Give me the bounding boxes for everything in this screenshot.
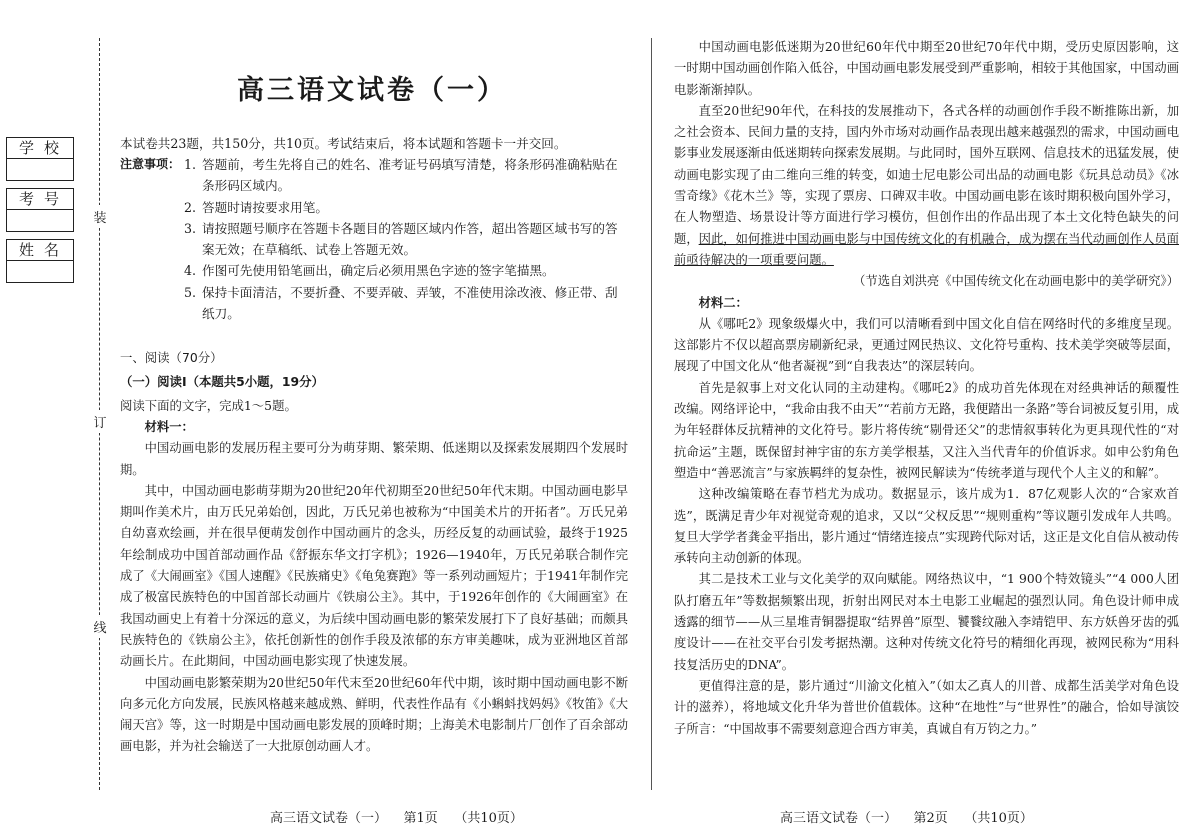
- note-text: 作图可先使用铅笔画出，确定后必须用黑色字迹的签字笔描黑。: [202, 263, 555, 279]
- binding-char-zhuang: 装: [92, 205, 108, 228]
- note-text: 答题前，考生先将自己的姓名、准考证号码填写清楚，将条形码准确粘贴在条形码区域内。: [202, 157, 618, 194]
- paragraph: 中国动画电影的发展历程主要可分为萌芽期、繁荣期、低迷期以及探索发展期四个发展时期。: [120, 441, 628, 477]
- source-citation: （节选自刘洪亮《中国传统文化在动画电影中的美学研究》）: [853, 274, 1179, 289]
- school-label: 学校: [7, 138, 73, 159]
- note-item: [120, 197, 628, 218]
- note-item: [120, 154, 628, 197]
- page1-footer: 高三语文试卷（一） 第1页 （共10页）: [270, 811, 523, 826]
- material-1-heading: 材料一：: [144, 420, 194, 434]
- binding-char-ding: 订: [92, 410, 108, 433]
- note-number: 1.: [184, 157, 197, 172]
- paragraph: 中国动画电影低迷期为20世纪60年代中期至20世纪70年代中期，受历史原因影响，这一时期中国动画创作陷入低谷，中国动画电影发展受到严重影响，相较于其他国家，中国动画电影渐渐掉队。: [674, 40, 1179, 97]
- section-reading: 一、阅读（70分）: [120, 350, 223, 365]
- underlined-sentence: 因此，如何推进中国动画电影与中国传统文化的有机融合，成为摆在当代动画创作人员面前亟待解决的一项重要问题。: [674, 231, 1179, 267]
- page2-footer: 高三语文试卷（一） 第2页 （共10页）: [780, 811, 1033, 826]
- paragraph: 从《哪吒2》现象级爆火中，我们可以清晰看到中国文化自信在网络时代的多维度呈现。这部影片不仅以超高票房刷新纪录，更通过网民热议、文化符号重构、技术美学突破等层面，展现了中国文化从“他者凝视”到“自我表达”的深层转向。: [674, 316, 1179, 374]
- notes-heading: 注意事项：: [120, 157, 181, 171]
- note-number: 2.: [184, 199, 197, 215]
- note-number: 5.: [184, 284, 197, 300]
- exam-number-field: [6, 188, 74, 232]
- note-text: 答题时请按要求用笔。: [202, 199, 328, 215]
- page-title: 高三语文试卷（一）: [237, 75, 507, 106]
- page1-body: [120, 417, 628, 758]
- paragraph: 首先是叙事上对文化认同的主动建构。《哪吒2》的成功首先体现在对经典神话的颠覆性改编。网络评论中，“我命由我不由天”“若前方无路，我便踏出一条路”等台词被反复引用，成为年轻群体反抗精神的文化符号。影片将传统“剔骨还父”的悲情叙事转化为更具现代性的“对抗命运”主题，既保留封神宇宙的东方美学根基，又注入当代青年的价值诉求。如申公豹角色塑造中“善恶流言”与家族羁绊的复杂性，被网民解读为“传统孝道与现代个人主义的和解”。: [674, 380, 1179, 480]
- name-label: 姓名: [7, 240, 73, 261]
- paragraph: 其二是技术工业与文化美学的双向赋能。网络热议中，“1 900个特效镜头”“4 000人团队打磨五年”等数据频繁出现，折射出网民对本土电影工业崛起的强烈认同。角色设计师申成透露的细节——从三星堆青铜器提取“结界兽”原型、饕餮纹融入李靖铠甲、东方妖兽牙齿的弧度设计——在社交平台引发考据热潮。这种对传统文化符号的精细化再现，被网民称为“用科技复活历史的DNA”。: [674, 572, 1179, 672]
- paragraph: 更值得注意的是，影片通过“川渝文化植入”（如太乙真人的川普、成都生活美学对角色设计的滋养），将地域文化升华为普世价值载体。这种“在地性”与“世界性”的融合，恰如导演饺子所言：“中国故事不需要刻意迎合西方审美，真诚自有万钧之力。”: [674, 678, 1179, 736]
- paragraph: 中国动画电影繁荣期为20世纪50年代末至20世纪60年代中期，该时期中国动画电影不断向多元化方向发展，民族风格越来越成熟、鲜明，代表性作品有《小蝌蚪找妈妈》《牧笛》《大闹天宫》等，这一时期是中国动画电影发展的顶峰时期；上海美术电影制片厂创作了百余部动画电影，并为社会输送了一大批原创动画人才。: [120, 675, 628, 754]
- note-number: 4.: [184, 263, 197, 279]
- school-field: [6, 137, 74, 181]
- name-field: [6, 239, 74, 283]
- note-text: 保持卡面清洁，不要折叠、不要弄破、弄皱，不准使用涂改液、修正带、刮纸刀。: [202, 284, 618, 322]
- exam-number-label: 考号: [7, 189, 73, 210]
- note-text: 请按照题号顺序在答题卡各题目的答题区域内作答，超出答题区域书写的答案无效；在草稿纸、试卷上答题无效。: [202, 220, 618, 258]
- paragraph: [674, 101, 1179, 271]
- note-item: [120, 218, 628, 261]
- paragraph: 这种改编策略在春节档尤为成功。数据显示，该片成为1．87亿观影人次的“合家欢首选”，既满足青少年对视觉奇观的追求，又以“父权反思”“规则重构”等议题引发成年人共鸣。复旦大学学者龚金平指出，影片通过“情绪连接点”实现跨代际对话，这正是文化自信从被动传承转向主动创新的体现。: [674, 487, 1179, 566]
- page2-body: [674, 37, 1179, 740]
- note-item: [120, 260, 628, 281]
- binding-char-xian: 线: [92, 615, 108, 638]
- reading-instruction: 阅读下面的文字，完成1～5题。: [120, 398, 297, 413]
- exam-intro: 本试卷共23题，共150分，共10页。考试结束后，将本试题和答题卡一并交回。: [120, 136, 567, 151]
- material-2-heading: 材料二：: [698, 295, 748, 310]
- page-divider: [651, 38, 652, 790]
- notes-list: [120, 154, 628, 324]
- paragraph-text: 直至20世纪90年代，在科技的发展推动下，各式各样的动画创作手段不断推陈出新，加之社会资本、民间力量的支持，国内外市场对动画作品表现出越来越强烈的需求，中国动画电影事业发展逐渐由低迷期转向探索发展期。与此同时，国外互联网、信息技术的迅猛发展，使动画电影实现了由二维向三维的转变，如迪士尼电影公司出品的动画电影《玩具总动员》《冰雪奇缘》《花木兰》等，实现了票房、口碑双丰收。中国动画电影在该时期积极向国外学习，在人物塑造、场景设计等方面进行学习模仿，但创作出的作品出现了本土文化特色缺失的问题，: [674, 103, 1179, 246]
- note-item: [120, 282, 628, 325]
- section-reading-1: （一）阅读Ⅰ（本题共5小题，19分）: [120, 374, 324, 389]
- paragraph: 其中，中国动画电影萌芽期为20世纪20年代初期至20世纪50年代末期。中国动画电影早期叫作美术片，由万氏兄弟始创，因此，万氏兄弟也被称为“中国美术片的开拓者”。万氏兄弟自幼喜欢绘画，并在很早便萌发创作中国动画片的念头，历经反复的动画试验，最终于1925年绘制成功中国首部动画作品《舒振东华文打字机》；1926—1940年，万氏兄弟联合制作完成了《大闹画室》《国人速醒》《民族痛史》《龟兔赛跑》等一系列动画短片；于1941年制作完成了极富民族特色的中国首部长动画片《铁扇公主》。其中，于1926年创作的《大闹画室》在我国动画史上有着十分深远的意义，为后续中国动画电影的繁荣发展打下了良好基础；而颇具民族特色的《铁扇公主》，依托创新性的创作手段及浓郁的东方审美趣味，成为亚洲地区首部动画长片。在此期间，中国动画电影实现了快速发展。: [120, 483, 628, 669]
- note-number: 3.: [184, 220, 197, 236]
